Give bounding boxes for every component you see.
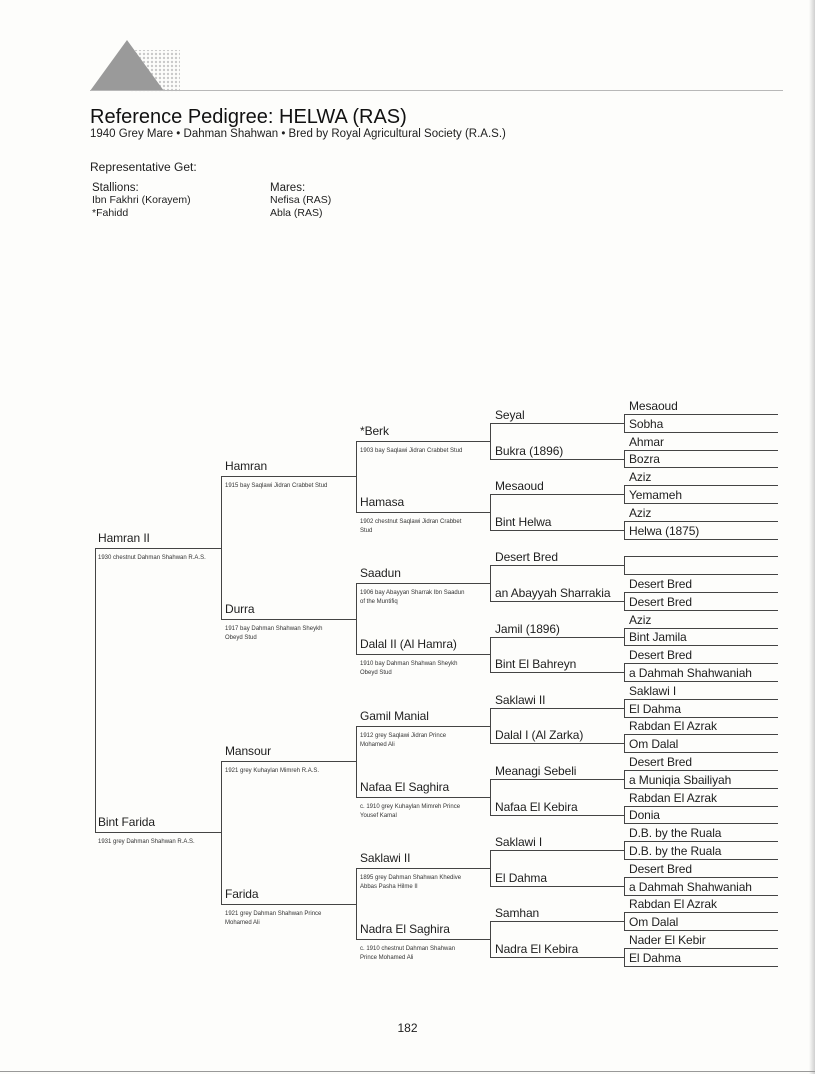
- gen4-name: El Dahma: [495, 870, 547, 885]
- page-bottom-edge: [0, 1071, 815, 1072]
- gen2-name: Farida: [225, 886, 259, 901]
- gen5-name: Rabdan El Azrak: [629, 718, 717, 733]
- gen5-name: a Dahmah Shahwaniah: [629, 879, 752, 894]
- mare-item: Abla (RAS): [270, 207, 323, 219]
- gen5-name: Aziz: [629, 505, 652, 520]
- gen5-name: El Dahma: [629, 950, 681, 965]
- gen3-name: Dalal II (Al Hamra): [360, 636, 457, 651]
- gen4-name: Meanagi Sebeli: [495, 763, 577, 778]
- gen5-name: Bozra: [629, 451, 660, 466]
- stallions-heading: Stallions:: [92, 182, 139, 194]
- page-title: Reference Pedigree: HELWA (RAS): [90, 106, 407, 128]
- gen4-name: an Abayyah Sharrakia: [495, 585, 611, 600]
- gen5-name: Desert Bred: [629, 754, 692, 769]
- gen5-name: Helwa (1875): [629, 523, 700, 538]
- gen3-detail: 1906 bay Abayyan Sharrak Ibn Saadun of the Muntifiq: [360, 589, 465, 605]
- page-number: 182: [397, 1021, 418, 1035]
- page-edge-shadow: [809, 0, 815, 1074]
- gen3-detail: 1895 grey Dahman Shahwan Khedive Abbas Pasha Hilme II: [360, 874, 462, 890]
- gen4-name: Saklawi II: [495, 692, 546, 707]
- gen5-name: Donia: [629, 807, 660, 822]
- gen5-name: Desert Bred: [629, 594, 692, 609]
- gen3-name: Nafaa El Saghira: [360, 779, 450, 794]
- gen4-name: Bukra (1896): [495, 443, 564, 458]
- gen3-name: Gamil Manial: [360, 708, 429, 723]
- gen4-name: Mesaoud: [495, 478, 544, 493]
- gen5-name: Desert Bred: [629, 576, 692, 591]
- gen5-name: Om Dalal: [629, 736, 679, 751]
- gen4-name: Bint El Bahreyn: [495, 656, 577, 671]
- gen3-detail: 1902 chestnut Saqlawi Jidran Crabbet Stud: [360, 518, 462, 534]
- gen2-name: Mansour: [225, 743, 271, 758]
- gen3-name: Hamasa: [360, 494, 405, 509]
- gen5-name: Ahmar: [629, 434, 664, 449]
- gen1-name: Hamran II: [98, 530, 150, 545]
- gen5-name: a Dahmah Shahwaniah: [629, 665, 752, 680]
- stallion-item: *Fahidd: [92, 207, 129, 219]
- page-subtitle: 1940 Grey Mare • Dahman Shahwan • Bred by Royal Agricultural Society (R.A.S.): [90, 128, 506, 140]
- gen1-name: Bint Farida: [98, 814, 155, 829]
- gen5-name: Rabdan El Azrak: [629, 896, 717, 911]
- mare-item: Nefisa (RAS): [270, 194, 332, 206]
- gen5-name: D.B. by the Ruala: [629, 825, 722, 840]
- gen4-name: Nafaa El Kebira: [495, 799, 578, 814]
- gen5-name: Aziz: [629, 612, 652, 627]
- gen4-name: Bint Helwa: [495, 514, 552, 529]
- gen3-detail: c. 1910 grey Kuhaylan Mimreh Prince Yousef Kamal: [360, 803, 461, 819]
- gen3-detail: 1910 bay Dahman Shahwan Sheykh Obeyd Stud: [360, 660, 458, 676]
- gen2-detail: 1915 bay Saqlawi Jidran Crabbet Stud: [225, 482, 328, 489]
- gen5-name: Om Dalal: [629, 914, 679, 929]
- gen4-name: Jamil (1896): [495, 621, 560, 636]
- gen1-detail: 1930 chestnut Dahman Shahwan R.A.S.: [98, 554, 206, 561]
- gen2-name: Durra: [225, 601, 255, 616]
- gen5-name: Mesaoud: [629, 398, 678, 413]
- gen5-name: Yemameh: [629, 487, 682, 502]
- gen4-name: Saklawi I: [495, 834, 543, 849]
- gen5-name: a Muniqia Sbailiyah: [629, 772, 732, 787]
- gen4-name: Seyal: [495, 407, 525, 422]
- gen3-detail: c. 1910 chestnut Dahman Shahwan Prince Mohamed Ali: [360, 945, 456, 961]
- gen5-name: Bint Jamila: [629, 629, 687, 644]
- representative-get-heading: Representative Get:: [90, 160, 197, 174]
- gen5-name: Desert Bred: [629, 647, 692, 662]
- gen3-detail: 1903 bay Saqlawi Jidran Crabbet Stud: [360, 447, 463, 454]
- gen3-name: Saadun: [360, 565, 401, 580]
- gen5-name: Sobha: [629, 416, 664, 431]
- gen5-name: El Dahma: [629, 701, 681, 716]
- gen3-name: *Berk: [360, 423, 389, 438]
- gen4-name: Nadra El Kebira: [495, 941, 579, 956]
- gen2-detail: 1921 grey Kuhaylan Mimreh R.A.S.: [225, 767, 320, 774]
- gen4-name: Dalal I (Al Zarka): [495, 727, 584, 742]
- stallion-item: Ibn Fakhri (Korayem): [92, 194, 191, 206]
- gen3-detail: 1912 grey Saqlawi Jidran Prince Mohamed Ali: [360, 732, 447, 748]
- mares-heading: Mares:: [270, 182, 306, 194]
- gen2-detail: 1917 bay Dahman Shahwan Sheykh Obeyd Stud: [225, 625, 323, 641]
- gen5-name: Saklawi I: [629, 683, 677, 698]
- gen5-name: D.B. by the Ruala: [629, 843, 722, 858]
- gen5-name: Aziz: [629, 469, 652, 484]
- gen1-detail: 1931 grey Dahman Shahwan R.A.S.: [98, 838, 195, 845]
- gen2-detail: 1921 grey Dahman Shahwan Prince Mohamed Ali: [225, 910, 322, 926]
- gen2-name: Hamran: [225, 458, 268, 473]
- gen4-name: Desert Bred: [495, 549, 558, 564]
- gen3-name: Saklawi II: [360, 850, 411, 865]
- gen5-name: Nader El Kebir: [629, 932, 706, 947]
- gen5-name: Desert Bred: [629, 861, 692, 876]
- gen5-name: Rabdan El Azrak: [629, 790, 717, 805]
- gen4-name: Samhan: [495, 905, 540, 920]
- gen3-name: Nadra El Saghira: [360, 921, 450, 936]
